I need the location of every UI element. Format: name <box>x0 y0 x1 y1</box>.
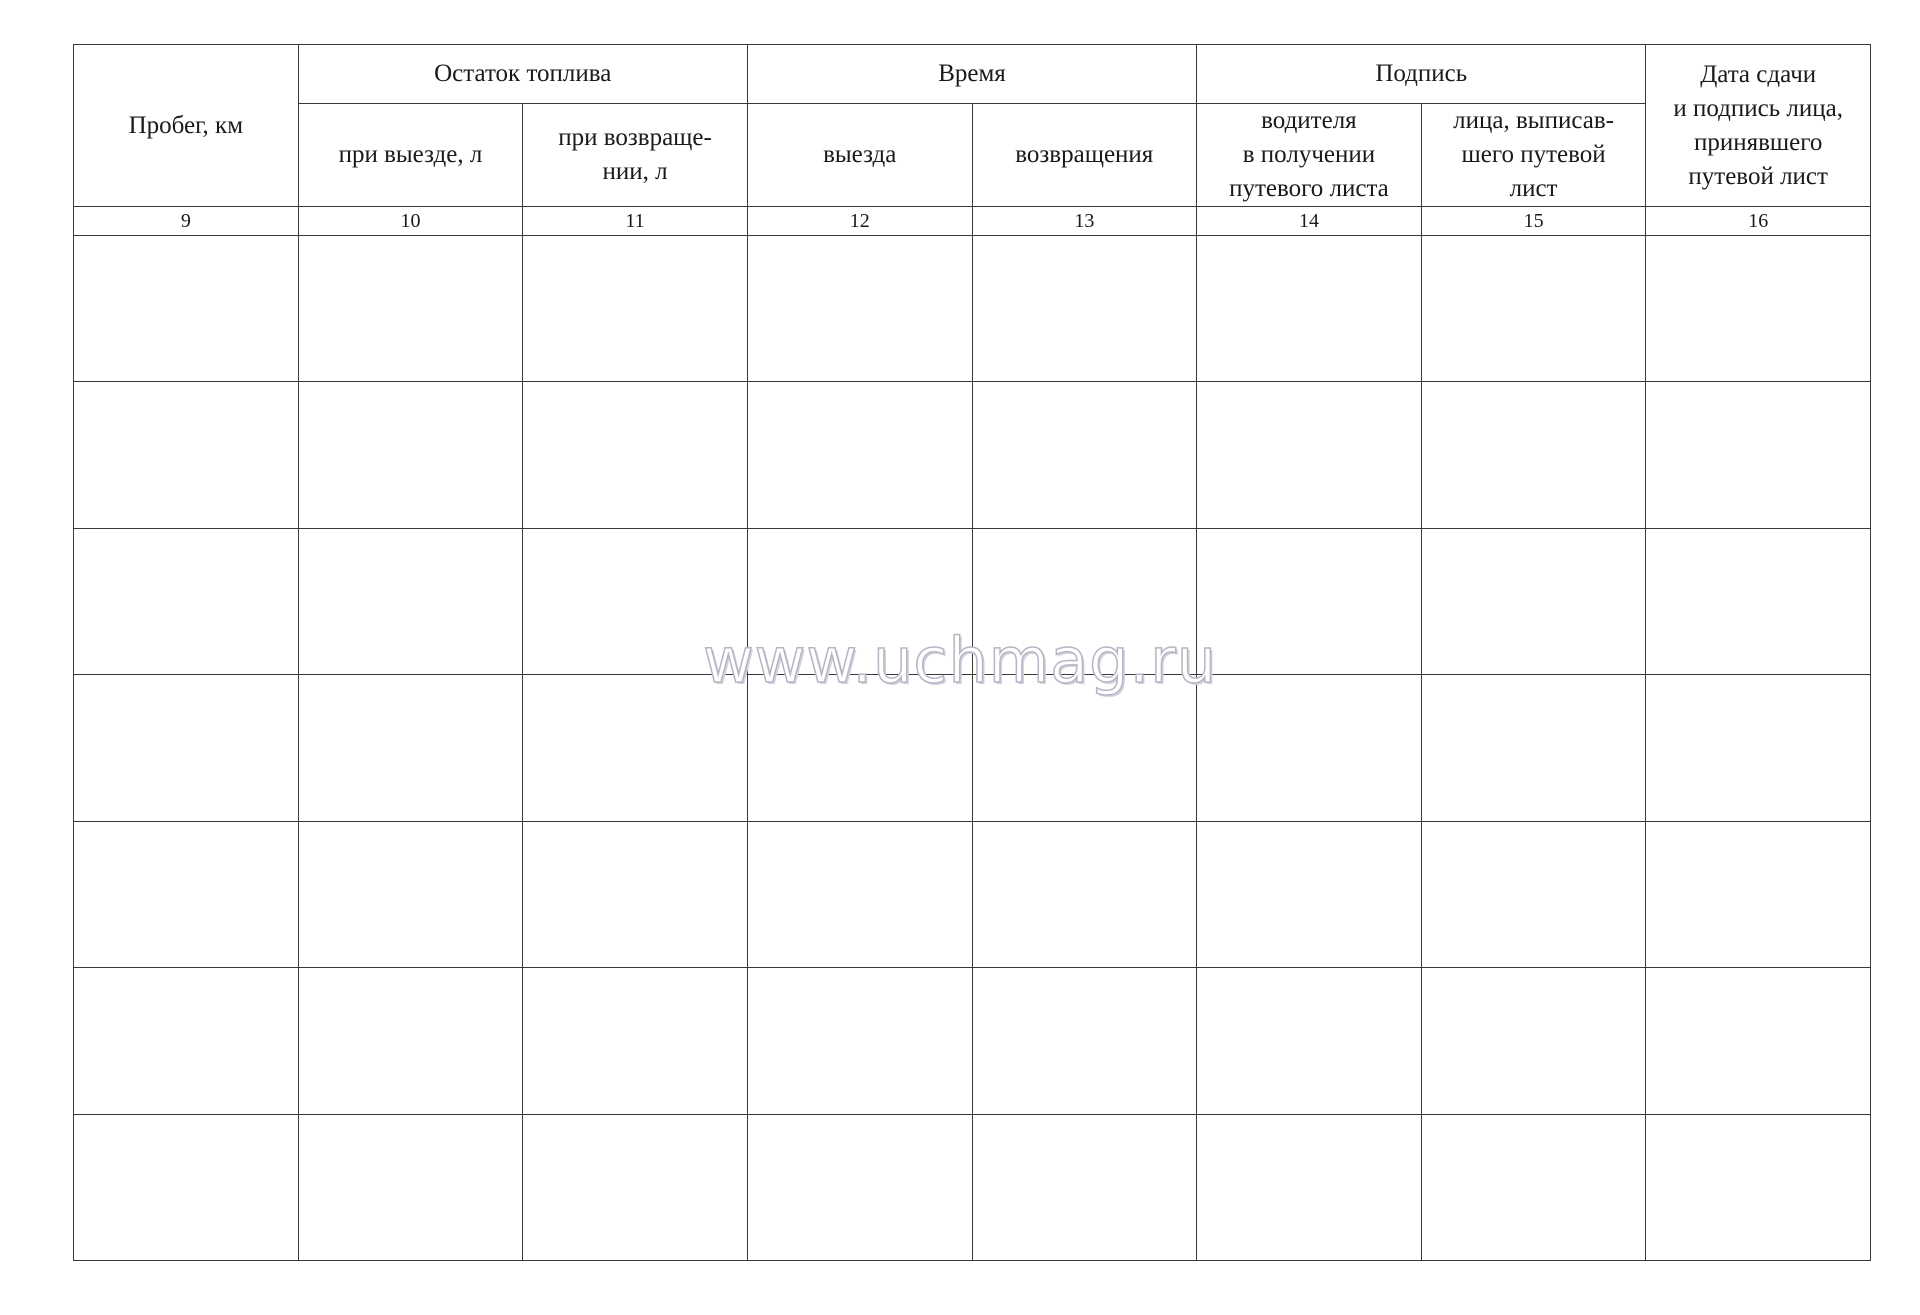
header-fuel-group: Остаток топлива <box>298 45 747 104</box>
blank-cell[interactable] <box>74 236 299 382</box>
table-row <box>74 968 1871 1114</box>
table-row <box>74 382 1871 528</box>
blank-cell[interactable] <box>1421 382 1646 528</box>
blank-cell[interactable] <box>1646 968 1871 1114</box>
column-number: 12 <box>747 207 972 236</box>
blank-cell[interactable] <box>972 1114 1197 1260</box>
blank-cell[interactable] <box>1421 821 1646 967</box>
header-handover: Дата сдачи и подпись лица, принявшего путевой лист <box>1646 45 1871 207</box>
waybill-table <box>73 44 1871 1261</box>
blank-cell[interactable] <box>298 382 523 528</box>
blank-cell[interactable] <box>1421 528 1646 674</box>
blank-cell[interactable] <box>523 968 748 1114</box>
blank-cell[interactable] <box>747 528 972 674</box>
blank-cell[interactable] <box>74 528 299 674</box>
blank-cell[interactable] <box>747 968 972 1114</box>
header-time-departure: выезда <box>747 104 972 207</box>
blank-cell[interactable] <box>972 528 1197 674</box>
blank-cell[interactable] <box>972 821 1197 967</box>
table-row <box>74 821 1871 967</box>
blank-cell[interactable] <box>298 675 523 821</box>
table-row <box>74 236 1871 382</box>
column-number: 15 <box>1421 207 1646 236</box>
header-fuel-return: при возвраще- нии, л <box>523 104 748 207</box>
header-signature-group: Подпись <box>1197 45 1646 104</box>
column-number: 14 <box>1197 207 1422 236</box>
header-fuel-departure: при выезде, л <box>298 104 523 207</box>
blank-cell[interactable] <box>1197 382 1422 528</box>
blank-cell[interactable] <box>747 382 972 528</box>
blank-cell[interactable] <box>747 236 972 382</box>
blank-cell[interactable] <box>1197 821 1422 967</box>
watermark-text: www.uchmag.ru <box>702 624 1218 697</box>
blank-cell[interactable] <box>1646 236 1871 382</box>
blank-cell[interactable] <box>523 528 748 674</box>
column-number-row <box>74 207 1871 236</box>
table-row <box>74 1114 1871 1260</box>
header-time-return: возвращения <box>972 104 1197 207</box>
column-number: 16 <box>1646 207 1871 236</box>
column-number: 10 <box>298 207 523 236</box>
blank-cell[interactable] <box>1646 382 1871 528</box>
blank-cell[interactable] <box>523 675 748 821</box>
blank-cell[interactable] <box>972 236 1197 382</box>
blank-cell[interactable] <box>74 821 299 967</box>
blank-cell[interactable] <box>1646 821 1871 967</box>
header-group-row <box>74 45 1871 104</box>
table-row <box>74 675 1871 821</box>
blank-cell[interactable] <box>1197 675 1422 821</box>
header-signature-issuer: лица, выписав- шего путевой лист <box>1421 104 1646 207</box>
blank-cell[interactable] <box>74 968 299 1114</box>
blank-cell[interactable] <box>972 382 1197 528</box>
blank-cell[interactable] <box>1646 675 1871 821</box>
blank-cell[interactable] <box>1421 236 1646 382</box>
blank-cell[interactable] <box>74 382 299 528</box>
blank-cell[interactable] <box>298 528 523 674</box>
header-time-group: Время <box>747 45 1196 104</box>
blank-cell[interactable] <box>747 1114 972 1260</box>
blank-cell[interactable] <box>972 968 1197 1114</box>
blank-cell[interactable] <box>298 1114 523 1260</box>
blank-cell[interactable] <box>1421 675 1646 821</box>
blank-cell[interactable] <box>1421 1114 1646 1260</box>
column-number: 9 <box>74 207 299 236</box>
blank-cell[interactable] <box>298 236 523 382</box>
header-mileage: Пробег, км <box>74 45 299 207</box>
blank-cell[interactable] <box>298 821 523 967</box>
table-row <box>74 528 1871 674</box>
blank-cell[interactable] <box>747 675 972 821</box>
blank-cell[interactable] <box>74 675 299 821</box>
header-signature-driver: водителя в получении путевого листа <box>1197 104 1422 207</box>
column-number: 11 <box>523 207 748 236</box>
blank-cell[interactable] <box>747 821 972 967</box>
blank-cell[interactable] <box>972 675 1197 821</box>
blank-cell[interactable] <box>1197 528 1422 674</box>
header-sub-row <box>74 104 1871 207</box>
blank-cell[interactable] <box>523 382 748 528</box>
blank-cell[interactable] <box>1646 1114 1871 1260</box>
column-number: 13 <box>972 207 1197 236</box>
blank-cell[interactable] <box>74 1114 299 1260</box>
blank-cell[interactable] <box>1646 528 1871 674</box>
blank-cell[interactable] <box>1421 968 1646 1114</box>
blank-cell[interactable] <box>523 1114 748 1260</box>
blank-cell[interactable] <box>1197 236 1422 382</box>
blank-cell[interactable] <box>1197 1114 1422 1260</box>
blank-cell[interactable] <box>1197 968 1422 1114</box>
blank-cell[interactable] <box>523 236 748 382</box>
blank-cell[interactable] <box>523 821 748 967</box>
blank-cell[interactable] <box>298 968 523 1114</box>
